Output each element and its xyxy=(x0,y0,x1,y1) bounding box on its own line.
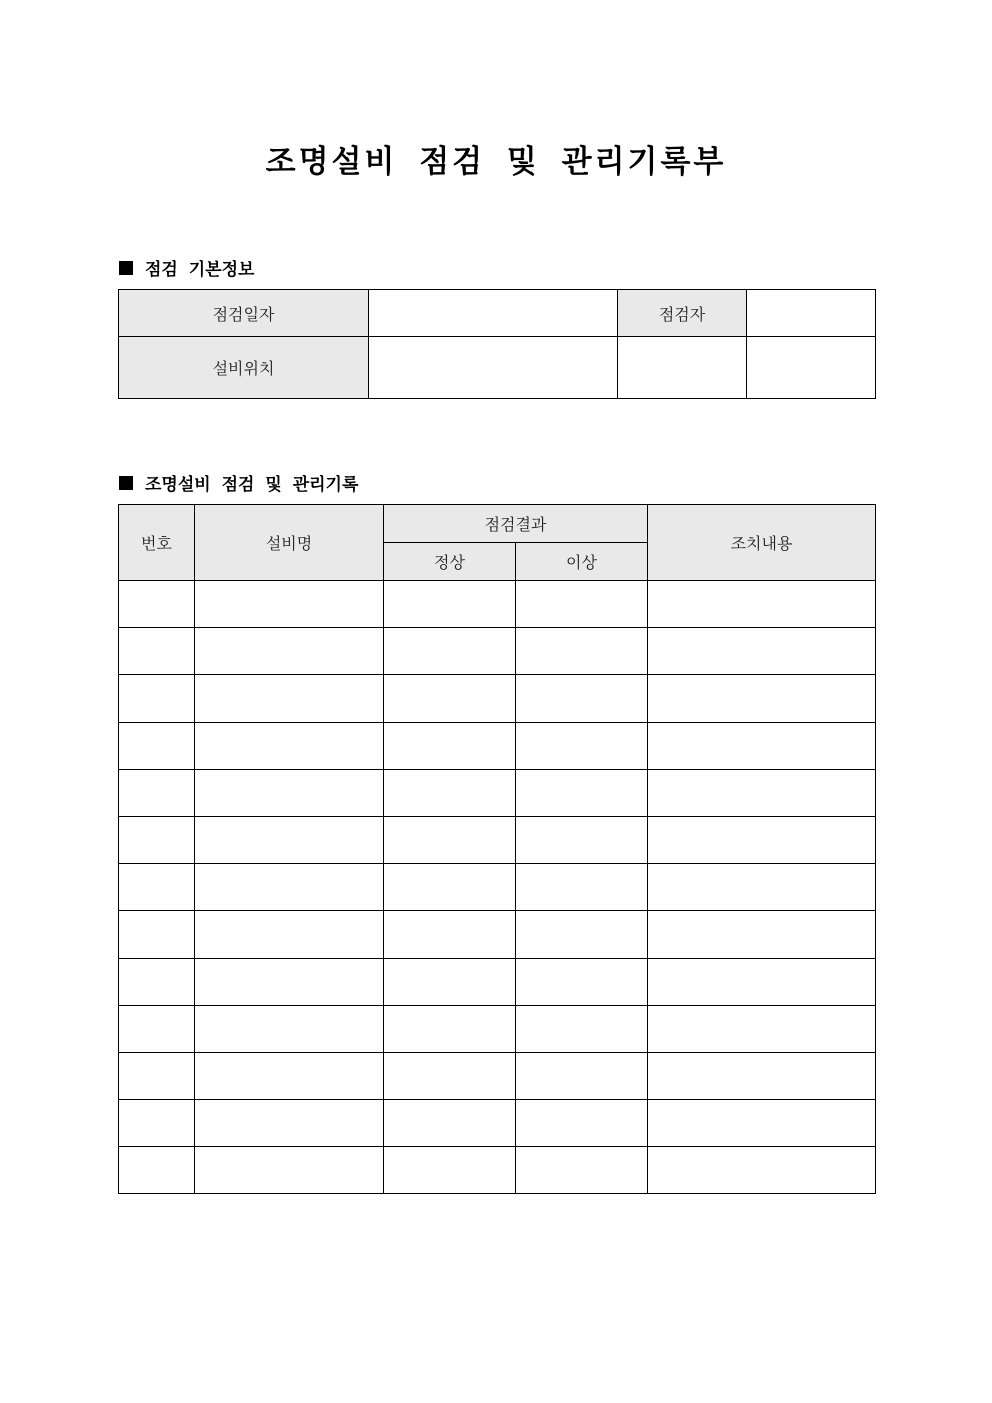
equipment-name-cell[interactable] xyxy=(195,769,384,816)
column-header-result: 점검결과 xyxy=(384,505,648,543)
normal-check-cell[interactable] xyxy=(384,1147,516,1194)
action-cell[interactable] xyxy=(648,1147,876,1194)
abnormal-check-cell[interactable] xyxy=(516,1100,648,1147)
column-header-abnormal: 이상 xyxy=(516,543,648,581)
document-title: 조명설비 점검 및 관리기록부 xyxy=(265,144,727,180)
number-cell[interactable] xyxy=(119,1052,195,1099)
section-heading-record xyxy=(119,470,358,495)
equipment-location-field[interactable] xyxy=(369,337,618,399)
equipment-name-cell[interactable] xyxy=(195,1147,384,1194)
normal-check-cell[interactable] xyxy=(384,769,516,816)
table-row xyxy=(119,958,876,1005)
normal-check-cell[interactable] xyxy=(384,958,516,1005)
equipment-name-cell[interactable] xyxy=(195,581,384,628)
normal-check-cell[interactable] xyxy=(384,1005,516,1052)
column-header-normal: 정상 xyxy=(384,543,516,581)
equipment-name-cell[interactable] xyxy=(195,722,384,769)
equipment-name-cell[interactable] xyxy=(195,816,384,863)
action-cell[interactable] xyxy=(648,1100,876,1147)
basic-info-table xyxy=(118,289,876,399)
record-table-body xyxy=(119,581,876,1194)
square-bullet-icon xyxy=(119,476,133,490)
action-cell[interactable] xyxy=(648,628,876,675)
number-cell[interactable] xyxy=(119,958,195,1005)
normal-check-cell[interactable] xyxy=(384,816,516,863)
square-bullet-icon xyxy=(119,261,133,275)
action-cell[interactable] xyxy=(648,816,876,863)
column-header-action: 조치내용 xyxy=(648,505,876,581)
section-heading-label: 점검 기본정보 xyxy=(145,260,255,280)
normal-check-cell[interactable] xyxy=(384,722,516,769)
abnormal-check-cell[interactable] xyxy=(516,911,648,958)
number-cell[interactable] xyxy=(119,769,195,816)
normal-check-cell[interactable] xyxy=(384,911,516,958)
abnormal-check-cell[interactable] xyxy=(516,722,648,769)
number-cell[interactable] xyxy=(119,675,195,722)
equipment-location-label: 설비위치 xyxy=(119,337,369,399)
equipment-name-cell[interactable] xyxy=(195,1052,384,1099)
table-row xyxy=(119,675,876,722)
table-row xyxy=(119,1100,876,1147)
equipment-name-cell[interactable] xyxy=(195,675,384,722)
action-cell[interactable] xyxy=(648,581,876,628)
inspector-label: 점검자 xyxy=(618,290,747,337)
abnormal-check-cell[interactable] xyxy=(516,675,648,722)
abnormal-check-cell[interactable] xyxy=(516,958,648,1005)
table-row xyxy=(119,581,876,628)
inspection-record-table xyxy=(118,504,876,1194)
action-cell[interactable] xyxy=(648,1005,876,1052)
number-cell[interactable] xyxy=(119,1100,195,1147)
action-cell[interactable] xyxy=(648,769,876,816)
number-cell[interactable] xyxy=(119,1005,195,1052)
equipment-name-cell[interactable] xyxy=(195,958,384,1005)
abnormal-check-cell[interactable] xyxy=(516,864,648,911)
inspection-date-field[interactable] xyxy=(369,290,618,337)
normal-check-cell[interactable] xyxy=(384,581,516,628)
table-row xyxy=(119,769,876,816)
section-heading-label: 조명설비 점검 및 관리기록 xyxy=(145,475,359,495)
normal-check-cell[interactable] xyxy=(384,864,516,911)
action-cell[interactable] xyxy=(648,1052,876,1099)
abnormal-check-cell[interactable] xyxy=(516,628,648,675)
equipment-name-cell[interactable] xyxy=(195,864,384,911)
table-row xyxy=(119,816,876,863)
number-cell[interactable] xyxy=(119,911,195,958)
equipment-name-cell[interactable] xyxy=(195,911,384,958)
number-cell[interactable] xyxy=(119,628,195,675)
number-cell[interactable] xyxy=(119,722,195,769)
column-header-equipment-name: 설비명 xyxy=(195,505,384,581)
abnormal-check-cell[interactable] xyxy=(516,769,648,816)
table-row xyxy=(119,1052,876,1099)
normal-check-cell[interactable] xyxy=(384,628,516,675)
abnormal-check-cell[interactable] xyxy=(516,1005,648,1052)
abnormal-check-cell[interactable] xyxy=(516,1052,648,1099)
section-heading-basic-info xyxy=(119,255,254,280)
number-cell[interactable] xyxy=(119,1147,195,1194)
table-row xyxy=(119,911,876,958)
normal-check-cell[interactable] xyxy=(384,1052,516,1099)
action-cell[interactable] xyxy=(648,911,876,958)
extra-label-cell[interactable] xyxy=(618,337,747,399)
action-cell[interactable] xyxy=(648,864,876,911)
normal-check-cell[interactable] xyxy=(384,675,516,722)
equipment-name-cell[interactable] xyxy=(195,628,384,675)
action-cell[interactable] xyxy=(648,958,876,1005)
abnormal-check-cell[interactable] xyxy=(516,1147,648,1194)
column-header-number: 번호 xyxy=(119,505,195,581)
action-cell[interactable] xyxy=(648,675,876,722)
number-cell[interactable] xyxy=(119,816,195,863)
action-cell[interactable] xyxy=(648,722,876,769)
equipment-name-cell[interactable] xyxy=(195,1005,384,1052)
inspection-date-label: 점검일자 xyxy=(119,290,369,337)
table-row xyxy=(119,628,876,675)
table-row xyxy=(119,722,876,769)
table-row xyxy=(119,864,876,911)
abnormal-check-cell[interactable] xyxy=(516,816,648,863)
extra-value-cell[interactable] xyxy=(747,337,876,399)
equipment-name-cell[interactable] xyxy=(195,1100,384,1147)
abnormal-check-cell[interactable] xyxy=(516,581,648,628)
number-cell[interactable] xyxy=(119,864,195,911)
table-row xyxy=(119,1147,876,1194)
normal-check-cell[interactable] xyxy=(384,1100,516,1147)
table-row xyxy=(119,1005,876,1052)
number-cell[interactable] xyxy=(119,581,195,628)
inspector-field[interactable] xyxy=(747,290,876,337)
